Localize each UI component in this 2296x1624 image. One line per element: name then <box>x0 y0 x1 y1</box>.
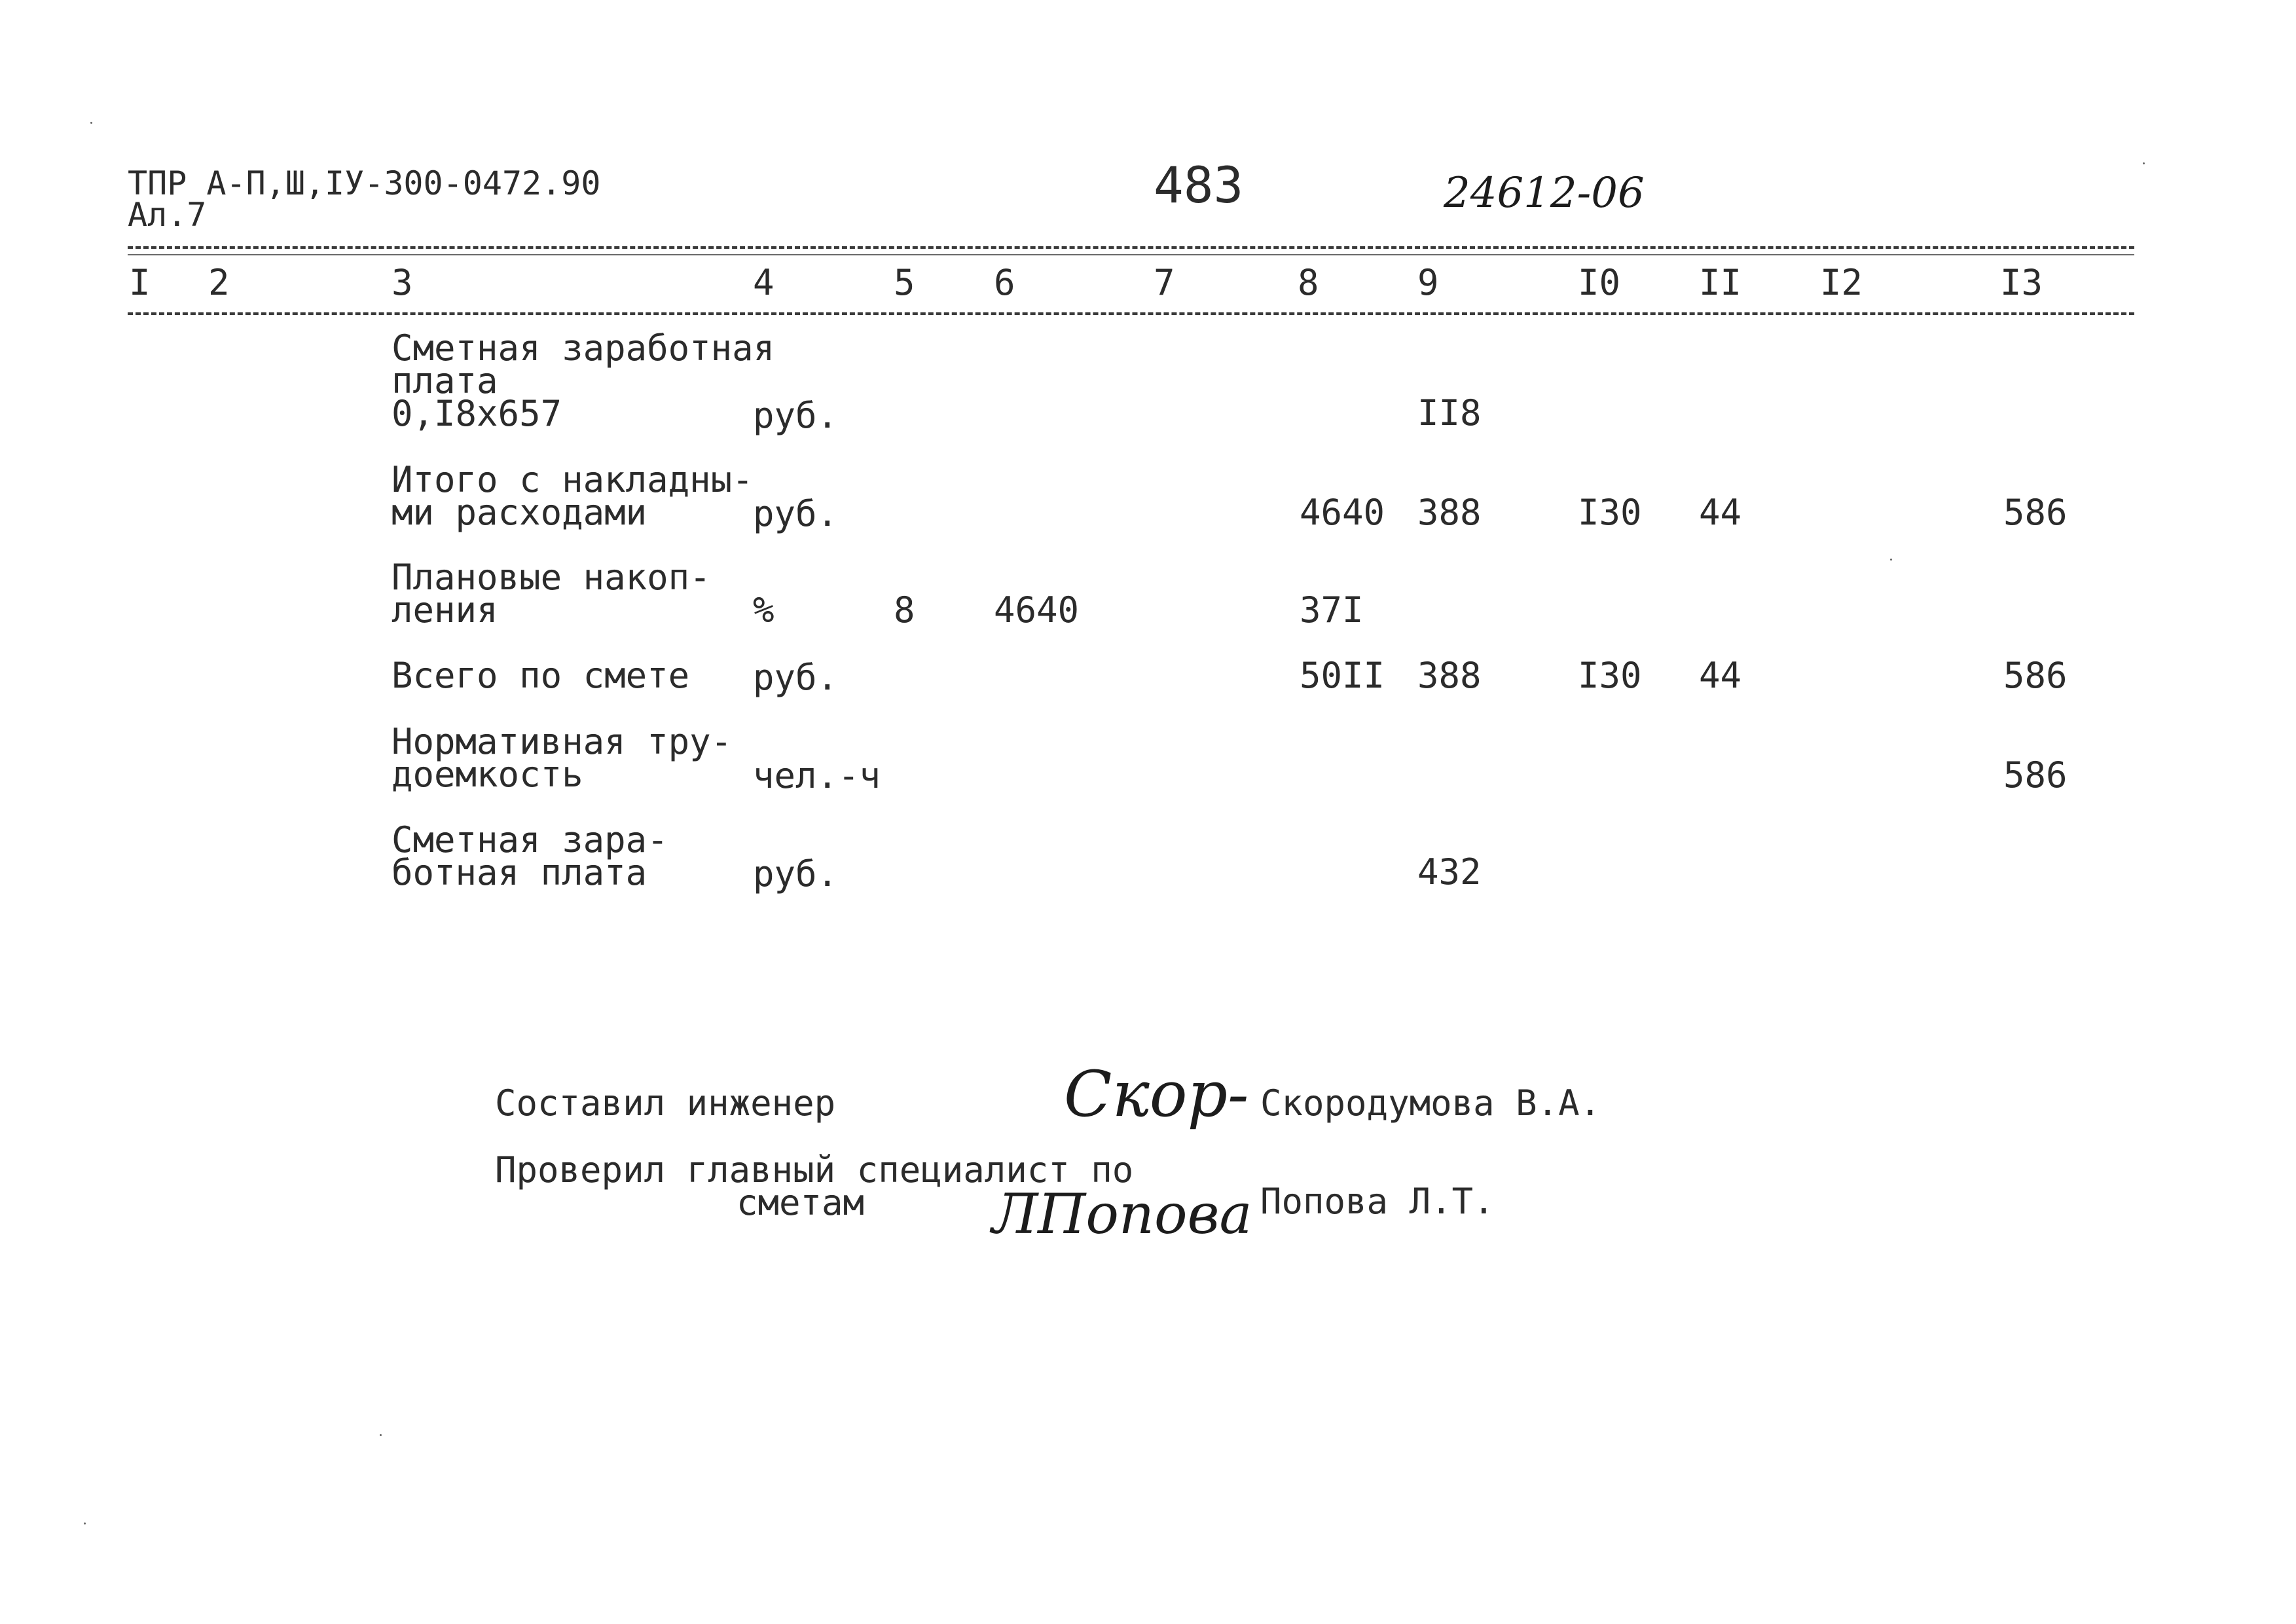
checked-by-label-cont: сметам <box>737 1182 865 1223</box>
page-number: 483 <box>1154 156 1244 214</box>
row-unit: руб. <box>753 395 839 436</box>
column-header: I3 <box>2000 262 2043 303</box>
column-header: 6 <box>994 262 1015 303</box>
row-col11: 44 <box>1699 492 1742 533</box>
row-col8: 4640 <box>1300 492 1385 533</box>
row-col5: 8 <box>894 589 915 631</box>
scan-speck <box>1890 559 1892 561</box>
row-description: Сметная заработная плата 0,I8x657 <box>392 327 775 434</box>
column-header: 3 <box>392 262 413 303</box>
scan-speck <box>84 1522 86 1524</box>
compiled-by-name: Скородумова В.А. <box>1260 1082 1601 1124</box>
row-col9: II8 <box>1417 392 1482 434</box>
row-col8: 37I <box>1300 589 1364 631</box>
row-col13: 586 <box>2003 754 2068 796</box>
column-header: 2 <box>208 262 230 303</box>
row-col9: 432 <box>1417 851 1482 893</box>
scan-speck <box>90 122 92 124</box>
column-header: I0 <box>1578 262 1621 303</box>
row-description: Нормативная тру- доемкость <box>392 721 733 795</box>
row-unit: руб. <box>753 493 839 534</box>
row-unit: руб. <box>753 657 839 698</box>
scan-speck <box>2143 162 2145 164</box>
checked-by-signature: ЛПопова <box>992 1182 1252 1246</box>
compiled-by-signature: Скор- <box>1064 1058 1249 1131</box>
row-description: Сметная зара- ботная плата <box>392 819 668 893</box>
checked-by-name: Попова Л.Т. <box>1260 1181 1495 1222</box>
row-unit: чел.-ч <box>753 755 881 796</box>
document-number: 24612-06 <box>1444 169 1645 217</box>
row-col9: 388 <box>1417 655 1482 696</box>
row-unit: руб. <box>753 853 839 895</box>
compiled-by-label: Составил инженер <box>495 1082 836 1124</box>
row-col9: 388 <box>1417 492 1482 533</box>
column-header: 9 <box>1417 262 1439 303</box>
column-header: 5 <box>894 262 915 303</box>
top-rule <box>128 246 2134 249</box>
document-code: ТПР А-П,Ш,IУ-300-0472.90 <box>128 164 601 202</box>
column-header: II <box>1699 262 1742 303</box>
scan-speck <box>380 1434 382 1436</box>
row-col10: I30 <box>1578 492 1642 533</box>
column-header: 8 <box>1298 262 1319 303</box>
row-description: Итого с накладны- ми расходами <box>392 459 754 533</box>
top-rule-thin <box>128 254 2134 255</box>
header-bottom-rule <box>128 312 2134 315</box>
row-col8: 50II <box>1300 655 1385 696</box>
row-col10: I30 <box>1578 655 1642 696</box>
sheet-label: Ал.7 <box>128 196 207 234</box>
column-header: 7 <box>1154 262 1175 303</box>
row-description: Плановые накоп- ления <box>392 557 711 631</box>
row-description: Всего по смете <box>392 655 690 696</box>
row-col13: 586 <box>2003 492 2068 533</box>
checked-by-label: Проверил главный специалист по <box>495 1149 1134 1190</box>
column-header: 4 <box>753 262 774 303</box>
column-header: I2 <box>1820 262 1863 303</box>
row-col11: 44 <box>1699 655 1742 696</box>
column-header: I <box>129 262 151 303</box>
row-col13: 586 <box>2003 655 2068 696</box>
row-col6: 4640 <box>994 589 1080 631</box>
row-unit: % <box>753 589 774 631</box>
